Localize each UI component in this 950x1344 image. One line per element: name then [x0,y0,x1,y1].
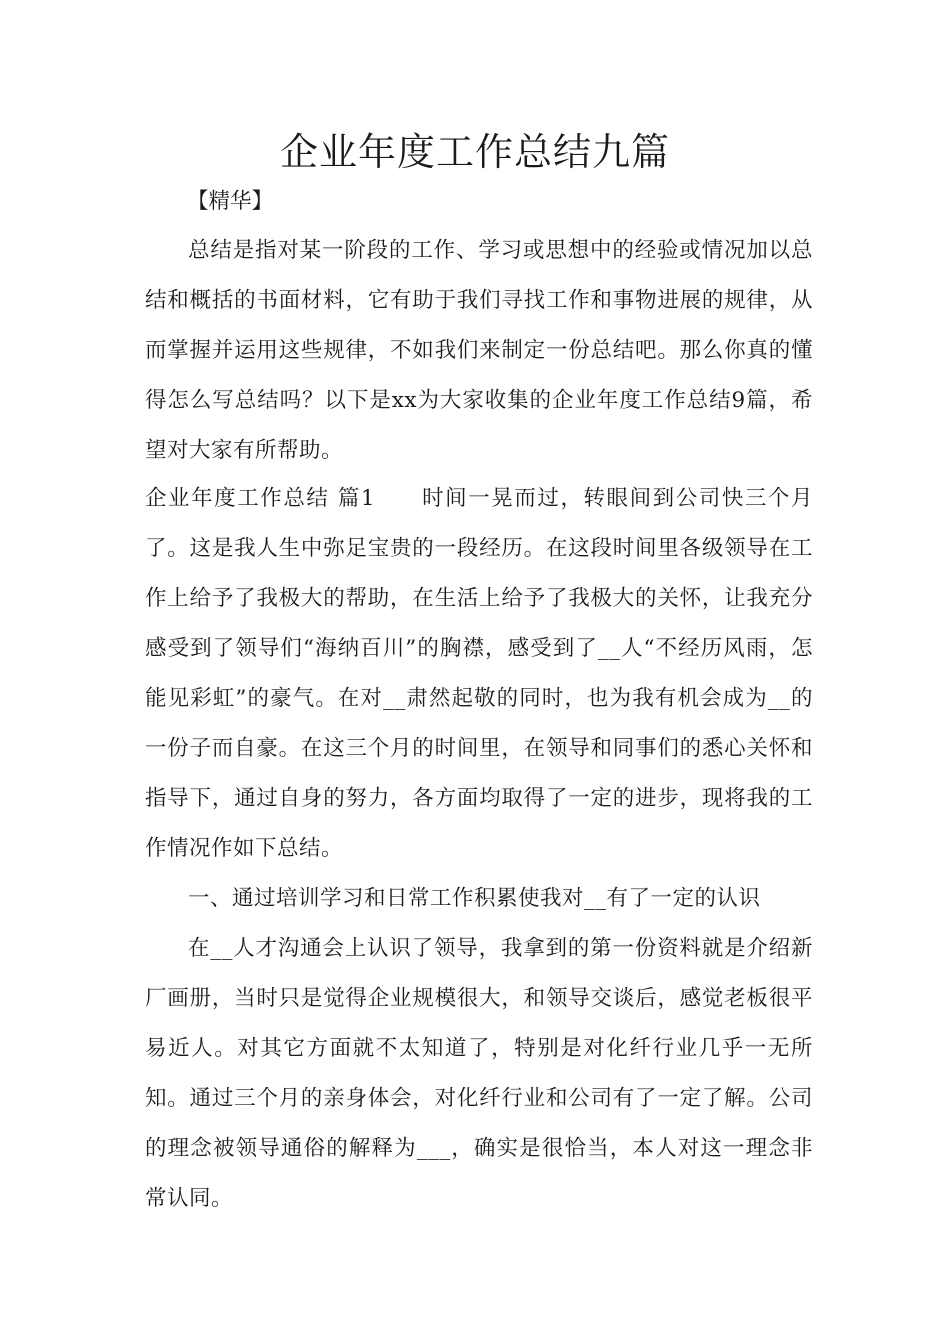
section-1-body [145,474,813,874]
subheading-1: 一、通过培训学习和日常工作积累使我对__有了一定的认识 [188,886,761,911]
section-1-text: 时间一晃而过，转眼间到公司快三个月了。这是我人生中弥足宝贵的一段经历。在这段时间里各级领导在工作上给予了我极大的帮助，在生活上给予了我极大的关怀，让我充分感受到了领导们“海纳百川”的胸襟，感受到了__人“不经历风雨，怎能见彩虹”的豪气。在对__肃然起敬的同时，也为我有机会成为__的一份子而自豪。在这三个月的时间里，在领导和同事们的悉心关怀和指导下，通过自身的努力，各方面均取得了一定的进步，现将我的工作情况作如下总结。 [145,486,813,861]
subheading-paragraph [145,874,813,924]
section-2-paragraph [145,924,813,1224]
intro-paragraph [145,226,813,476]
section-1-label: 企业年度工作总结 篇1 [145,486,376,511]
intro-text: 总结是指对某一阶段的工作、学习或思想中的经验或情况加以总结和概括的书面材料，它有助于我们寻找工作和事物进展的规律，从而掌握并运用这些规律，不如我们来制定一份总结吧。那么你真的懂得怎么写总结吗？以下是xx为大家收集的企业年度工作总结9篇，希望对大家有所帮助。 [145,238,813,463]
document-title: 企业年度工作总结九篇 [279,130,670,174]
section-1-paragraph [145,474,813,874]
quality-badge: 【精华】 [187,189,274,214]
section-2-text: 在__人才沟通会上认识了领导，我拿到的第一份资料就是介绍新厂画册，当时只是觉得企业规模很大，和领导交谈后，感觉老板很平易近人。对其它方面就不太知道了，特别是对化纤行业几乎一无所知。通过三个月的亲身体会，对化纤行业和公司有了一定了解。公司的理念被领导通俗的解释为___，确实是很恰当，本人对这一理念非常认同。 [145,936,813,1211]
